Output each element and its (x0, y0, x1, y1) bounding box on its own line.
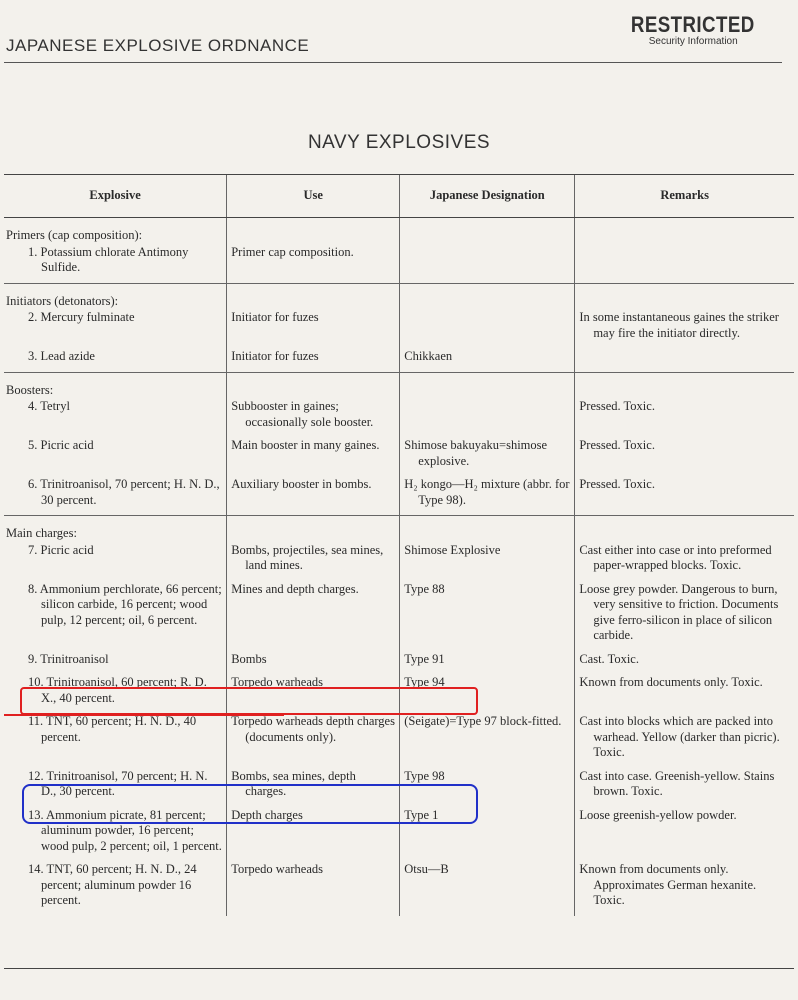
section-label: Boosters: (4, 372, 227, 398)
designation-cell: Shimose bakuyaku=shimose explosive. (404, 438, 548, 468)
designation-cell: Type 88 (404, 581, 445, 596)
use-cell: Auxiliary booster in bombs. (231, 477, 372, 491)
explosive-cell: 5. Picric acid (28, 438, 94, 452)
explosive-cell: 11. TNT, 60 percent; H. N. D., 40 percent. (28, 714, 197, 744)
use-cell: Bombs (231, 651, 267, 666)
designation-cell: Shimose Explosive (404, 542, 501, 557)
section-row (4, 283, 794, 309)
classification-sublabel: Security Information (648, 36, 738, 47)
remarks-cell: Pressed. Toxic. (579, 477, 655, 491)
remarks-cell: Pressed. Toxic. (579, 438, 655, 452)
table-row (4, 244, 794, 284)
remarks-cell: Cast into blocks which are packed into warhead. Yellow (darker than picric). Toxic. (579, 714, 780, 759)
explosive-cell: 12. Trinitroanisol, 70 percent; H. N. D., 30 percent. (28, 768, 208, 798)
table-row (4, 309, 794, 348)
designation-cell: Type 91 (404, 651, 445, 666)
use-cell: Bombs, projectiles, sea mines, land mines. (231, 542, 384, 572)
classification-stamp (620, 12, 766, 47)
explosive-cell: 1. Potassium chlorate Antimony Sulfide. (28, 244, 189, 274)
column-header-explosive: Explosive (4, 175, 227, 218)
table-row (4, 581, 794, 651)
table-row (4, 542, 794, 581)
header-rule (4, 62, 782, 63)
use-cell: Bombs, sea mines, depth charges. (231, 768, 356, 798)
remarks-cell: In some instantaneous gaines the striker may fire the initiator directly. (579, 310, 779, 340)
remarks-cell: Known from documents only. Approximates German hexanite. Toxic. (579, 862, 757, 907)
explosive-cell: 7. Picric acid (28, 542, 94, 557)
remarks-cell: Cast either into case or into preformed paper-wrapped blocks. Toxic. (579, 542, 772, 572)
use-cell: Initiator for fuzes (231, 310, 319, 324)
table-row (4, 437, 794, 476)
remarks-cell: Loose greenish-yellow powder. (579, 807, 737, 822)
table-row (4, 476, 794, 516)
table-row (4, 348, 794, 372)
use-cell: Subbooster in gaines; occasionally sole booster. (231, 399, 374, 429)
column-header-remarks: Remarks (575, 175, 794, 218)
section-row (4, 516, 794, 542)
column-header-use: Use (227, 175, 400, 218)
remarks-cell: Cast into case. Greenish-yellow. Stains brown. Toxic. (579, 768, 775, 798)
table-row (4, 651, 794, 675)
designation-cell: Otsu—B (404, 862, 449, 876)
section-row (4, 372, 794, 398)
classification-label: RESTRICTED (631, 12, 756, 37)
designation-cell: Type 94 (404, 675, 445, 689)
explosive-cell: 6. Trinitroanisol, 70 percent; H. N. D., 30 percent. (28, 477, 220, 507)
use-cell: Initiator for fuzes (231, 349, 319, 363)
section-label: Main charges: (4, 516, 227, 542)
section-label: Primers (cap composition): (6, 228, 143, 242)
red-highlight-annotation (20, 687, 478, 715)
page-title: NAVY EXPLOSIVES (307, 132, 491, 153)
designation-cell: (Seigate)=Type 97 block-fitted. (404, 714, 562, 728)
table-bottom-rule (4, 968, 794, 969)
designation-cell: Type 1 (404, 807, 439, 822)
explosive-cell: 14. TNT, 60 percent; H. N. D., 24 percent; aluminum powder 16 percent. (28, 862, 197, 907)
use-cell: Torpedo warheads depth charges (documents only). (231, 714, 395, 744)
designation-cell: Type 98 (404, 768, 445, 783)
explosive-cell: 10. Trinitroanisol, 60 percent; R. D. X., 40 percent. (28, 675, 207, 705)
red-underline-annotation (4, 714, 284, 716)
table-row (4, 713, 794, 768)
use-cell: Torpedo warheads (231, 862, 323, 876)
document-header-title: JAPANESE EXPLOSIVE ORDNANCE (6, 36, 310, 55)
explosive-cell: 4. Tetryl (28, 399, 70, 413)
remarks-cell: Loose grey powder. Dangerous to burn, very sensitive to friction. Documents give ferro-silicon in place of silicon carbide. (579, 581, 779, 642)
use-cell: Torpedo warheads (231, 675, 323, 689)
blue-highlight-annotation (22, 784, 478, 824)
explosive-cell: 13. Ammonium picrate, 81 percent; aluminum powder, 16 percent; wood pulp, 2 percent; oil, 1 percent. (28, 807, 222, 853)
explosive-cell: 2. Mercury fulminate (28, 310, 135, 324)
table-row (4, 861, 794, 916)
remarks-cell: Cast. Toxic. (579, 651, 639, 666)
table-row (4, 398, 794, 437)
use-cell: Primer cap composition. (231, 244, 354, 259)
designation-cell: H₂ kongo—H₂ mixture (abbr. for Type 98). (404, 477, 570, 507)
designation-cell: Chikkaen (404, 349, 453, 363)
explosive-cell: 8. Ammonium perchlorate, 66 percent; silicon carbide, 16 percent; wood pulp, 12 percent; oil, 6 percent. (28, 581, 222, 627)
explosive-cell: 3. Lead azide (28, 349, 95, 363)
remarks-cell: Pressed. Toxic. (579, 399, 655, 413)
use-cell: Main booster in many gaines. (231, 438, 380, 452)
table-header-row (4, 175, 794, 218)
use-cell: Mines and depth charges. (231, 581, 359, 596)
section-row (4, 218, 794, 244)
column-header-designation: Japanese Designation (400, 175, 575, 218)
explosive-cell: 9. Trinitroanisol (28, 651, 109, 666)
section-label: Initiators (detonators): (4, 283, 227, 309)
remarks-cell: Known from documents only. Toxic. (579, 675, 763, 689)
use-cell: Depth charges (231, 807, 303, 822)
